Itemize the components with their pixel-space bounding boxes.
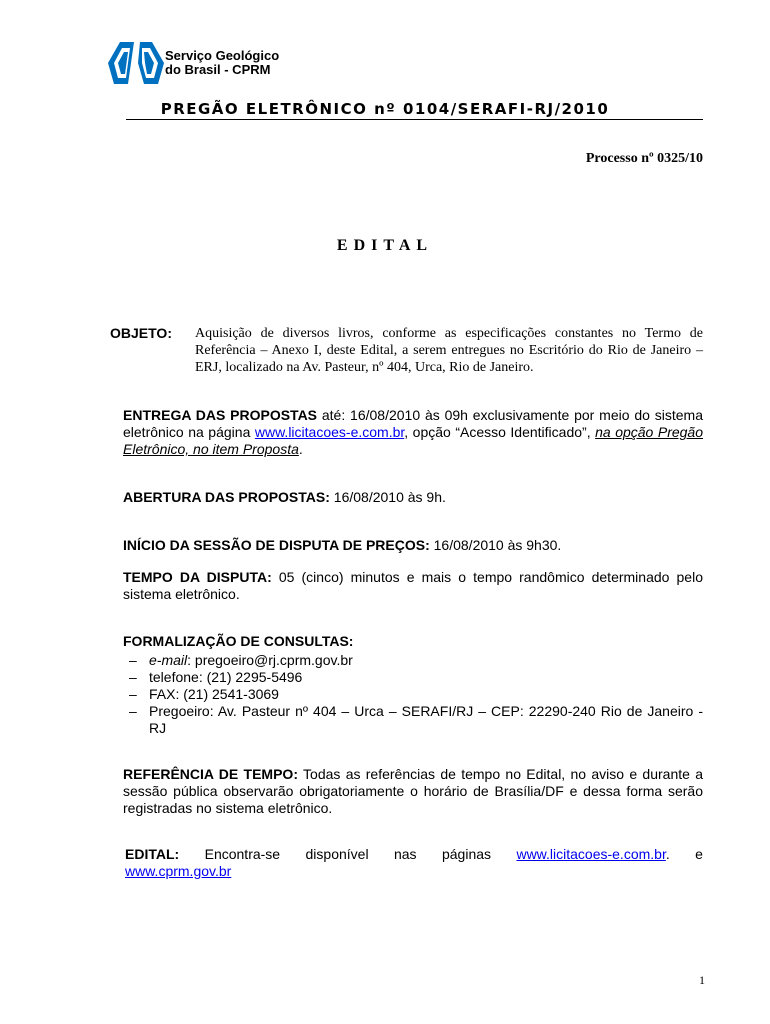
entrega-section <box>123 407 703 458</box>
logo-line-1: Serviço Geológico <box>165 48 280 63</box>
edital-link-group <box>516 846 669 863</box>
inicio-text: 16/08/2010 às 9h30. <box>429 537 562 553</box>
inicio-section <box>123 537 703 554</box>
licitacoes-link-2[interactable]: www.licitacoes-e.com.br <box>516 846 666 862</box>
edital-label: EDITAL: <box>125 846 180 862</box>
cprm-link[interactable]: www.cprm.gov.br <box>125 863 232 879</box>
edital-word-2: disponível <box>305 846 369 862</box>
consultas-label: FORMALIZAÇÃO DE CONSULTAS: <box>123 633 354 649</box>
objeto-label: OBJETO: <box>110 325 172 341</box>
abertura-text: 16/08/2010 às 9h. <box>329 489 446 505</box>
licitacoes-link[interactable]: www.licitacoes-e.com.br <box>254 424 405 440</box>
tempo-label: TEMPO DA DISPUTA: <box>123 569 272 585</box>
edital-line-1 <box>125 846 703 863</box>
edital-heading: EDITAL <box>336 237 434 254</box>
logo-line-2: do Brasil - CPRM <box>165 62 271 77</box>
abertura-label: ABERTURA DAS PROPOSTAS: <box>123 489 330 505</box>
entrega-text-3: . <box>298 441 303 457</box>
entrega-text-1: até: 16/08/2010 às 09h exclusivamente por meio do sistema eletrônico na página <box>123 407 703 440</box>
logo-text <box>165 49 279 77</box>
edital-word-1: Encontra-se <box>204 846 281 862</box>
entrega-italic: na opção Pregão Eletrônico, no item Proposta <box>123 424 704 457</box>
abertura-section <box>123 489 703 506</box>
referencia-text: Todas as referências de tempo no Edital, no aviso e durante a sessão pública observarão obrigatoriamente o horário de Brasília/DF e dessa forma serão registradas no sistema eletrônico. <box>123 766 703 816</box>
email-value: : pregoeiro@rj.cprm.gov.br <box>187 652 353 668</box>
consultas-list <box>129 652 703 737</box>
edital-word-5: . <box>665 846 670 862</box>
tempo-text: 05 (cinco) minutos e mais o tempo randômico determinado pelo sistema eletrônico. <box>123 569 703 602</box>
cprm-logo-icon <box>108 42 164 84</box>
inicio-label: INÍCIO DA SESSÃO DE DISPUTA DE PREÇOS: <box>123 537 430 553</box>
edital-line-2 <box>125 863 703 880</box>
edital-word-4: páginas <box>441 846 492 862</box>
list-item-fax: – FAX: (21) 2541-3069 <box>129 686 703 703</box>
document-title: PREGÃO ELETRÔNICO nº 0104/SERAFI-RJ/2010 <box>160 100 610 118</box>
edital-word-6: e <box>695 846 703 862</box>
list-item-pregoeiro: – Pregoeiro: Av. Pasteur nº 404 – Urca – SERAFI/RJ – CEP: 22290-240 Rio de Janeiro - RJ <box>129 703 703 737</box>
entrega-text-2: , opção “Acesso Identificado”, <box>404 424 596 440</box>
edital-section <box>125 846 703 880</box>
email-label: e-mail <box>149 652 188 668</box>
title-divider <box>126 119 703 120</box>
list-item-email <box>129 652 703 669</box>
referencia-label: REFERÊNCIA DE TEMPO: <box>123 766 298 782</box>
page-number: 1 <box>699 973 705 987</box>
referencia-section <box>123 766 703 817</box>
tempo-section <box>123 569 703 603</box>
cprm-logo <box>108 42 308 84</box>
list-item-telefone: – telefone: (21) 2295-5496 <box>129 669 703 686</box>
edital-word-3: nas <box>393 846 417 862</box>
entrega-label: ENTREGA DAS PROPOSTAS <box>123 407 318 423</box>
process-number: Processo nº 0325/10 <box>585 151 703 166</box>
objeto-text: Aquisição de diversos livros, conforme as especificações constantes no Termo de Referência – Anexo I, deste Edital, a serem entregues no Escritório do Rio de Janeiro – ERJ, localizado na Av. Pasteur, nº 404, Urca, Rio de Janeiro. <box>195 326 703 375</box>
